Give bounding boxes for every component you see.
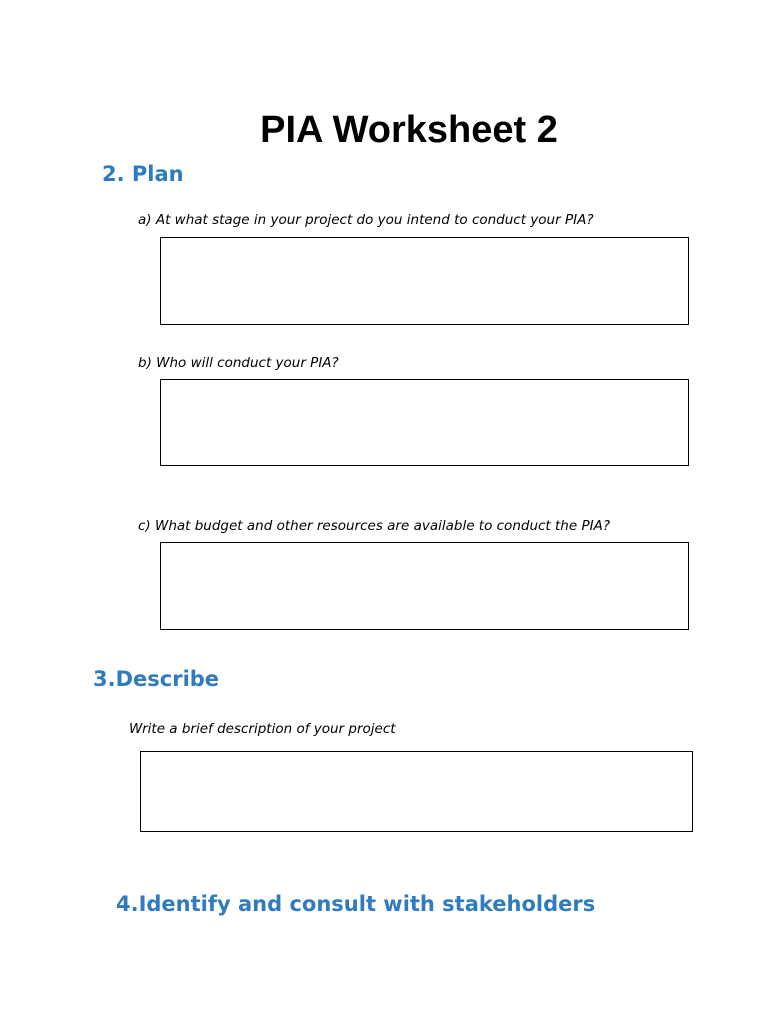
section-heading-plan: 2. Plan xyxy=(102,162,184,186)
question-c-label: c) What budget and other resources are available to conduct the PIA? xyxy=(138,518,610,534)
question-b-answer-box[interactable] xyxy=(160,379,689,466)
section-heading-stakeholders: 4.Identify and consult with stakeholders xyxy=(116,892,596,916)
question-b-label: b) Who will conduct your PIA? xyxy=(138,355,339,371)
description-prompt-label: Write a brief description of your project xyxy=(129,721,396,737)
question-a-label: a) At what stage in your project do you intend to conduct your PIA? xyxy=(138,212,594,228)
page-title: PIA Worksheet 2 xyxy=(260,109,558,151)
section-heading-describe: 3.Describe xyxy=(93,667,220,691)
project-description-box[interactable] xyxy=(140,751,693,832)
question-a-answer-box[interactable] xyxy=(160,237,689,325)
question-c-answer-box[interactable] xyxy=(160,542,689,630)
